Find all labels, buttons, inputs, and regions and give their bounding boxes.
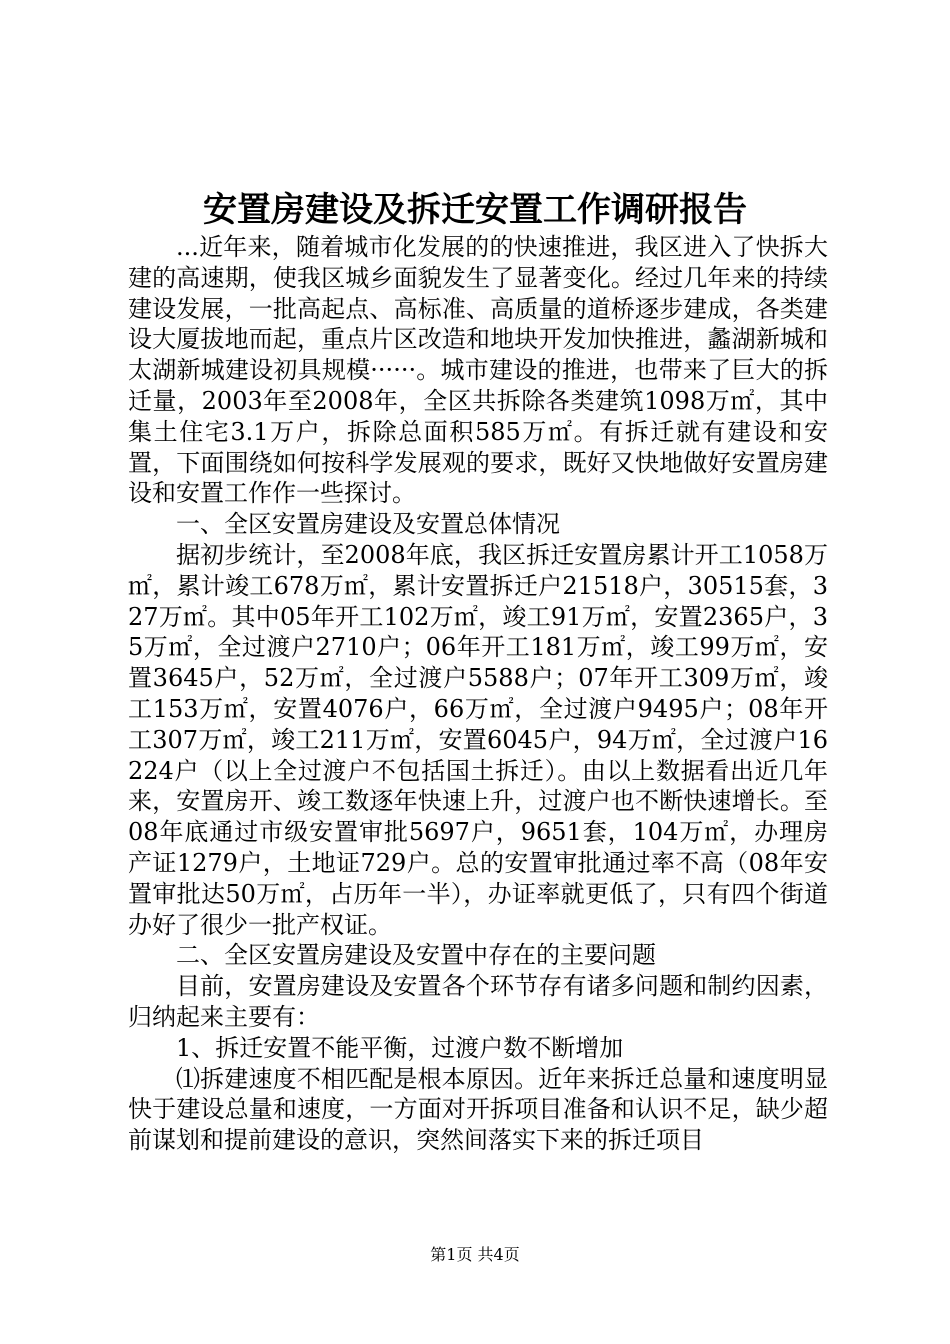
section-heading-1: 一、全区安置房建设及安置总体情况 [176,510,560,539]
paragraph-problems-intro: 目前，安置房建设及安置各个环节存有诸多问题和制约因素，归纳起来主要有： [128,972,828,1031]
paragraph-statistics: 据初步统计，至2008年底，我区拆迁安置房累计开工1058万㎡，累计竣工678万㎡，累计安置拆迁户21518户，30515套，327万㎡。其中05年开工102万㎡，竣工91万㎡，安置2365户，35万㎡，全过渡户2710户；06年开工181万㎡，竣工99万㎡，安置3645户，52万㎡，全过渡户5588户；07年开工309万㎡，竣工153万㎡，安置4076户，66万㎡，全过渡户9495户；08年开工307万㎡，竣工211万㎡，安置6045户，94万㎡，全过渡户16224户（以上全过渡户不包括国土拆迁）。由以上数据看出近几年来，安置房开、竣工数逐年快速上升，过渡户也不断快速增长。至08年底通过市级安置审批5697户，9651套，104万㎡，办理房产证1279户，土地证729户。总的安置审批通过率不高（08年安置审批达50万㎡，占历年一半），办证率就更低了，只有四个街道办好了很少一批产权证。 [128,540,828,939]
page-footer: 第1页 共4页 [430,1245,520,1264]
section-heading-2: 二、全区安置房建设及安置中存在的主要问题 [176,941,656,970]
document-title: 安置房建设及拆迁安置工作调研报告 [203,190,747,230]
paragraph-intro: ...近年来，随着城市化发展的的快速推进，我区进入了快拆大建的高速期，使我区城乡面貌发生了显著变化。经过几年来的持续建设发展，一批高起点、高标准、高质量的道桥逐步建成，各类建设大厦拔地而起，重点片区改造和地块开发加快推进，蠡湖新城和太湖新城建设初具规模······。城市建设的推进，也带来了巨大的拆迁量，2003年至2008年，全区共拆除各类建筑1098万㎡，其中集土住宅3.1万户，拆除总面积585万㎡。有拆迁就有建设和安置，下面围绕如何按科学发展观的要求，既好又快地做好安置房建设和安置工作作一些探讨。 [128,233,828,508]
subsection-heading-1: 1、拆迁安置不能平衡，过渡户数不断增加 [176,1033,624,1062]
document-body [128,232,828,1156]
paragraph-cause: ⑴拆建速度不相匹配是根本原因。近年来拆迁总量和速度明显快于建设总量和速度，一方面对开拆项目准备和认识不足，缺少超前谋划和提前建设的意识，突然间落实下来的拆迁项目 [128,1064,828,1155]
